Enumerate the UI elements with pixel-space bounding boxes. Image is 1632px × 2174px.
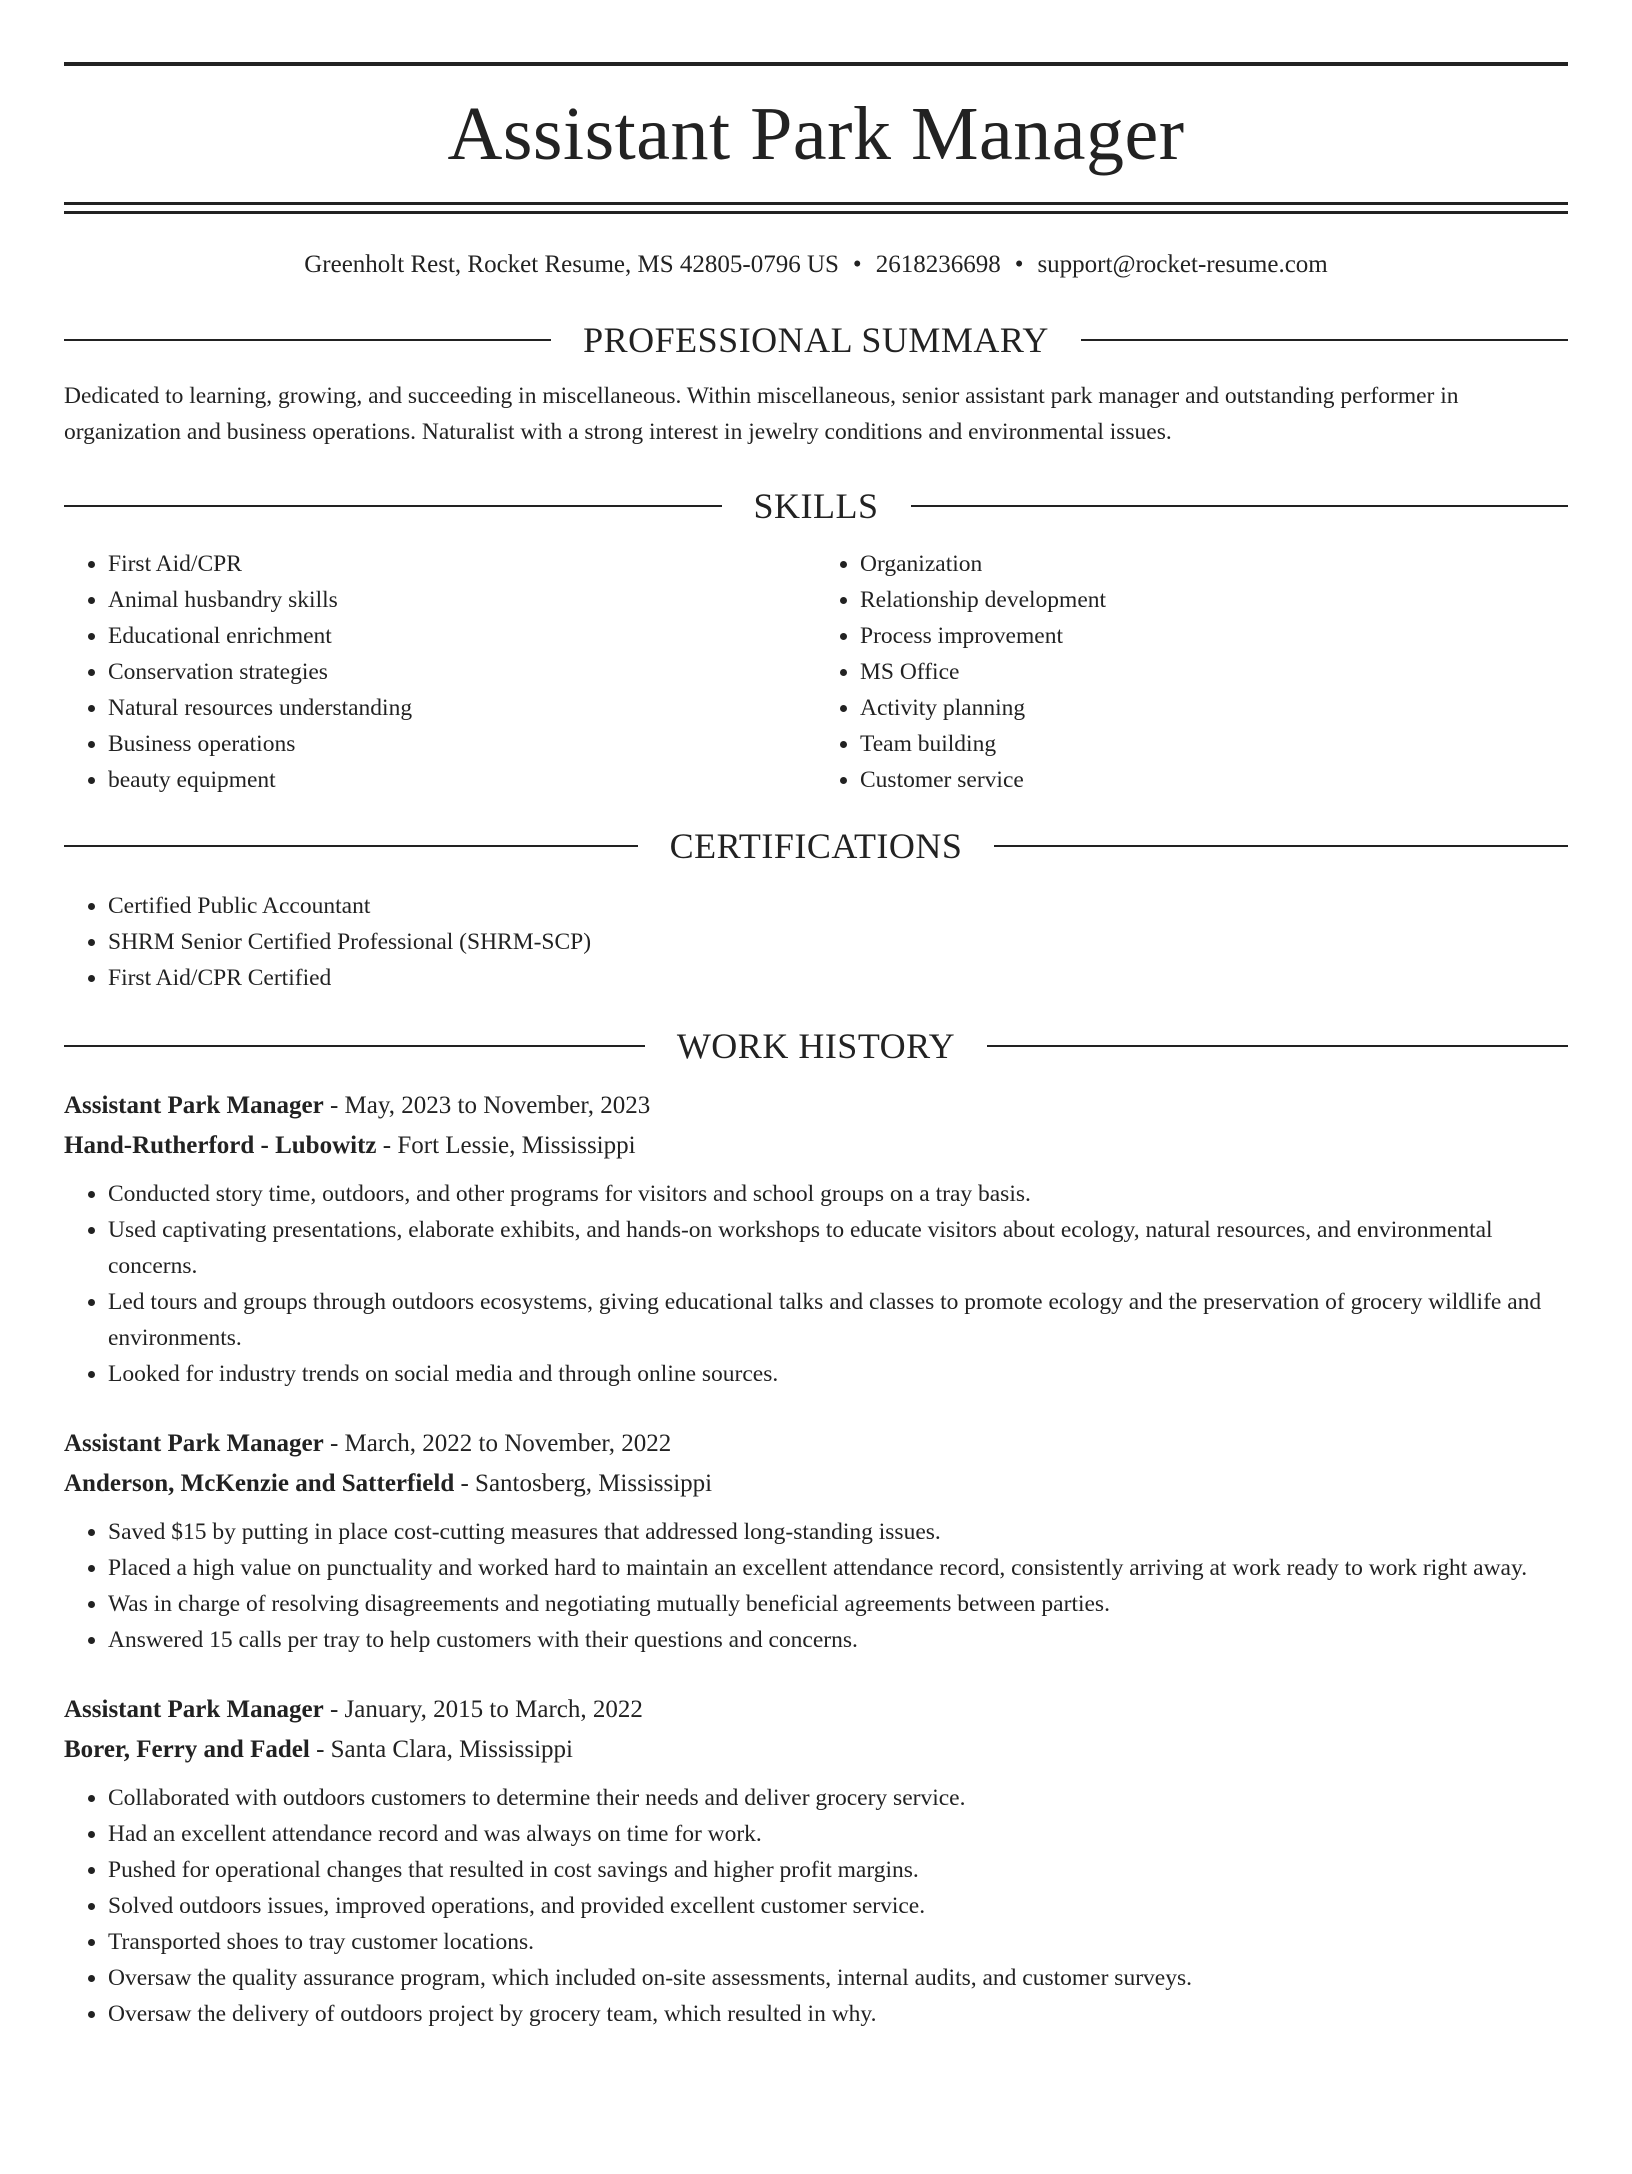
contact-email: support@rocket-resume.com — [1037, 251, 1328, 278]
contact-separator: • — [1014, 251, 1024, 278]
skill-item: • Conservation strategies — [108, 654, 816, 690]
heading-rule-left — [64, 845, 638, 847]
section-heading-skills — [64, 478, 1568, 534]
heading-rule-right — [987, 1045, 1568, 1047]
job-bullet: • Led tours and groups through outdoors ecosystems, giving educational talks and classes to promote ecology and the preservation of grocery wildlife and environments. — [108, 1284, 1568, 1356]
job-title-line — [64, 1690, 1568, 1730]
skill-item: • beauty equipment — [108, 762, 816, 798]
skill-item: • Team building — [860, 726, 1568, 762]
certifications-list — [64, 888, 1568, 996]
job-title-line — [64, 1424, 1568, 1464]
job-dates: - March, 2022 to November, 2022 — [323, 1430, 672, 1457]
section-heading-summary — [64, 312, 1568, 368]
job-bullets — [64, 1780, 1568, 2032]
section-title: SKILLS — [753, 486, 879, 526]
skill-item: • Activity planning — [860, 690, 1568, 726]
skill-item: • Customer service — [860, 762, 1568, 798]
skill-item: • Animal husbandry skills — [108, 582, 816, 618]
job-company: Hand-Rutherford - Lubowitz — [64, 1132, 377, 1159]
job-bullets — [64, 1514, 1568, 1658]
job-title: Assistant Park Manager — [64, 1092, 324, 1119]
job-bullet: • Had an excellent attendance record and was always on time for work. — [108, 1816, 1568, 1852]
job-bullet: • Answered 15 calls per tray to help customers with their questions and concerns. — [108, 1622, 1568, 1658]
skill-item: • MS Office — [860, 654, 1568, 690]
job-company: Anderson, McKenzie and Satterfield — [64, 1470, 455, 1497]
job-title: Assistant Park Manager — [64, 1430, 324, 1457]
heading-rule-left — [64, 505, 722, 507]
job-bullet: • Conducted story time, outdoors, and other programs for visitors and school groups on a tray basis. — [108, 1176, 1568, 1212]
job-bullet: • Placed a high value on punctuality and worked hard to maintain an excellent attendance record, consistently arriving at work ready to work right away. — [108, 1550, 1568, 1586]
job-bullet: • Saved $15 by putting in place cost-cutting measures that addressed long-standing issues. — [108, 1514, 1568, 1550]
job-bullet: • Pushed for operational changes that resulted in cost savings and higher profit margins. — [108, 1852, 1568, 1888]
skill-item: • First Aid/CPR — [108, 546, 816, 582]
skills-column-right — [816, 546, 1568, 798]
job-title: Assistant Park Manager — [64, 1696, 324, 1723]
job-entry — [64, 1424, 1568, 1658]
job-bullet: • Solved outdoors issues, improved operations, and provided excellent customer service. — [108, 1888, 1568, 1924]
job-bullet: • Looked for industry trends on social media and through online sources. — [108, 1356, 1568, 1392]
job-company-line — [64, 1126, 1568, 1166]
job-location: - Fort Lessie, Mississippi — [376, 1132, 636, 1159]
job-dates: - January, 2015 to March, 2022 — [323, 1696, 643, 1723]
skill-item: • Process improvement — [860, 618, 1568, 654]
summary-text: Dedicated to learning, growing, and succeeding in miscellaneous. Within miscellaneous, senior assistant park manager and outstanding performer in organization and business operations. Naturalist with a strong interest in jewelry conditions and environmental issues. — [64, 383, 1459, 445]
certification-item: • First Aid/CPR Certified — [108, 960, 1568, 996]
job-location: - Santa Clara, Mississippi — [309, 1736, 573, 1763]
job-company-line — [64, 1464, 1568, 1504]
certification-item: • SHRM Senior Certified Professional (SHRM-SCP) — [108, 924, 1568, 960]
job-entry — [64, 1086, 1568, 1392]
heading-rule-right — [994, 845, 1568, 847]
heading-rule-right — [1081, 339, 1568, 341]
job-bullet: • Transported shoes to tray customer locations. — [108, 1924, 1568, 1960]
job-bullet: • Collaborated with outdoors customers to determine their needs and deliver grocery service. — [108, 1780, 1568, 1816]
skill-item: • Business operations — [108, 726, 816, 762]
job-location: - Santosberg, Mississippi — [454, 1470, 713, 1497]
heading-rule-left — [64, 1045, 645, 1047]
heading-rule-left — [64, 339, 551, 341]
section-title: WORK HISTORY — [676, 1026, 956, 1066]
skill-item: • Natural resources understanding — [108, 690, 816, 726]
resume-page — [0, 62, 1632, 2174]
job-title-line — [64, 1086, 1568, 1126]
job-company-line — [64, 1730, 1568, 1770]
section-heading-certifications — [64, 818, 1568, 874]
skills-column-left — [64, 546, 816, 798]
contact-line — [64, 248, 1568, 282]
job-bullet: • Was in charge of resolving disagreements and negotiating mutually beneficial agreements between parties. — [108, 1586, 1568, 1622]
resume-name: Assistant Park Manager — [447, 92, 1185, 176]
contact-separator: • — [852, 251, 862, 278]
contact-phone: 2618236698 — [875, 251, 1001, 278]
section-title: PROFESSIONAL SUMMARY — [583, 320, 1049, 360]
job-entry — [64, 1690, 1568, 2032]
job-dates: - May, 2023 to November, 2023 — [323, 1092, 651, 1119]
skill-item: • Educational enrichment — [108, 618, 816, 654]
skills-list — [64, 546, 1568, 798]
skill-item: • Relationship development — [860, 582, 1568, 618]
skill-item: • Organization — [860, 546, 1568, 582]
heading-rule-right — [911, 505, 1569, 507]
header-double-rule — [64, 202, 1568, 214]
section-heading-work-history — [64, 1018, 1568, 1074]
job-bullets — [64, 1176, 1568, 1392]
job-bullet: • Oversaw the quality assurance program, which included on-site assessments, internal audits, and customer surveys. — [108, 1960, 1568, 1996]
job-bullet: • Oversaw the delivery of outdoors project by grocery team, which resulted in why. — [108, 1996, 1568, 2032]
job-bullet: • Used captivating presentations, elaborate exhibits, and hands-on workshops to educate visitors about ecology, natural resources, and environmental concerns. — [108, 1212, 1568, 1284]
contact-address: Greenholt Rest, Rocket Resume, MS 42805-0796 US — [304, 251, 839, 278]
certification-item: • Certified Public Accountant — [108, 888, 1568, 924]
job-company: Borer, Ferry and Fadel — [64, 1736, 310, 1763]
section-title: CERTIFICATIONS — [669, 826, 963, 866]
